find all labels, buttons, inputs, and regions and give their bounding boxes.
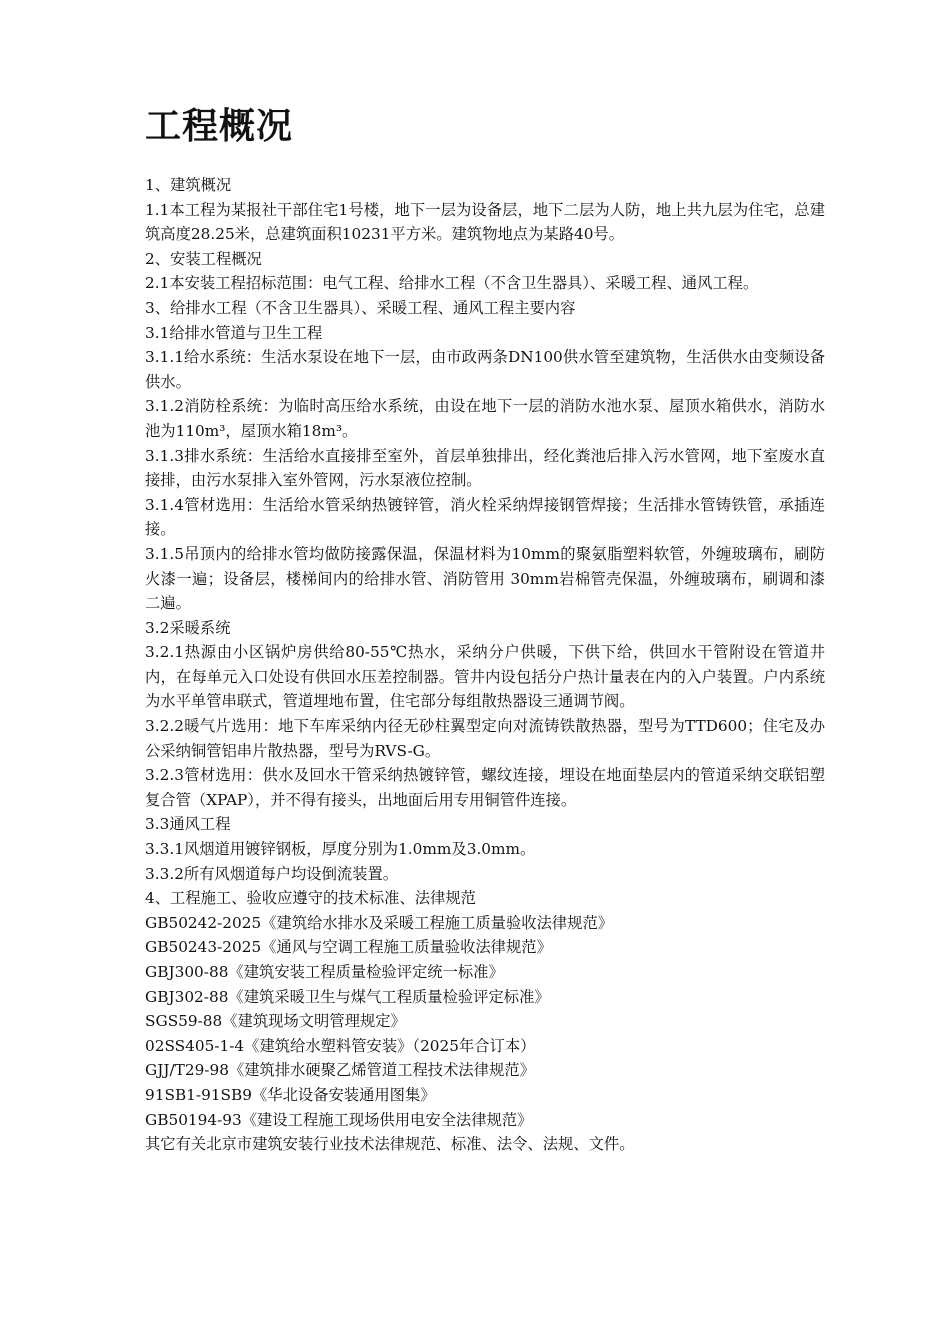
standard-item: GB50242-2025《建筑给水排水及采暖工程施工质量验收法律规范》 xyxy=(145,913,614,932)
standard-item: GB50194-93《建设工程施工现场供用电安全法律规范》 xyxy=(145,1110,533,1129)
standard-item: GBJ302-88《建筑采暖卫生与煤气工程质量检验评定标准》 xyxy=(145,987,550,1006)
section-heading-3: 3、给排水工程（不含卫生器具）、采暖工程、通风工程主要内容 xyxy=(145,298,576,317)
paragraph-3-3-1: 3.3.1风烟道用镀锌钢板，厚度分别为1.0mm及3.0mm。 xyxy=(145,840,536,859)
standard-item: 02SS405-1-4《建筑给水塑料管安装》（2025年合订本） xyxy=(145,1036,536,1055)
standard-item: GB50243-2025《通风与空调工程施工质量验收法律规范》 xyxy=(145,938,552,957)
section-heading-2: 2、安装工程概况 xyxy=(145,249,262,268)
subsection-heading-3-1: 3.1给排水管道与卫生工程 xyxy=(145,323,323,342)
paragraph-1-1: 1.1本工程为某报社干部住宅1号楼，地下一层为设备层，地下二层为人防，地上共九层为住宅，总建筑高度28.25米，总建筑面积10231平方米。建筑物地点为某路40号。 xyxy=(145,200,825,244)
paragraph-3-2-2: 3.2.2暖气片选用：地下车库采纳内径无砂柱翼型定向对流铸铁散热器，型号为TTD600；住宅及办公采纳铜管铝串片散热器，型号为RVS-G。 xyxy=(145,717,825,760)
subsection-heading-3-2: 3.2采暖系统 xyxy=(145,618,231,637)
paragraph-3-1-1: 3.1.1给水系统：生活水泵设在地下一层，由市政两条DN100供水管至建筑物，生活供水由变频设备供水。 xyxy=(145,348,825,391)
paragraph-3-2-1: 3.2.1热源由小区锅炉房供给80-55℃热水，采纳分户供暖，下供下给，供回水干管附设在管道井内，在每单元入口处设有供回水压差控制器。管井内设包括分户热计量表在内的入户装置。户内系统为水平单管串联式，管道埋地布置，住宅部分每组散热器设三通调节阀。 xyxy=(145,643,825,711)
paragraph-2-1: 2.1本安装工程招标范围：电气工程、给排水工程（不含卫生器具）、采暖工程、通风工程。 xyxy=(145,274,759,293)
paragraph-3-1-4: 3.1.4管材选用：生活给水管采纳热镀锌管，消火栓采纳焊接钢管焊接；生活排水管铸铁管，承插连接。 xyxy=(145,495,825,539)
paragraph-3-2-3: 3.2.3管材选用：供水及回水干管采纳热镀锌管，螺纹连接，埋设在地面垫层内的管道采纳交联铝塑复合管（XPAP），并不得有接头，出地面后用专用铜管件连接。 xyxy=(145,766,825,809)
section-heading-4: 4、工程施工、验收应遵守的技术标准、法律规范 xyxy=(145,889,476,908)
closing-paragraph: 其它有关北京市建筑安装行业技术法律规范、标准、法令、法规、文件。 xyxy=(145,1135,635,1154)
paragraph-3-1-5: 3.1.5吊顶内的给排水管均做防接露保温，保温材料为10mm的聚氨脂塑料软管，外缠玻璃布，刷防火漆一遍；设备层，楼梯间内的给排水管、消防管用 30mm岩棉管壳保温，外缠玻璃布，刷调和漆二遍。 xyxy=(145,544,825,613)
standard-item: 91SB1-91SB9《华北设备安装通用图集》 xyxy=(145,1085,436,1104)
section-heading-1: 1、建筑概况 xyxy=(145,176,232,194)
subsection-heading-3-3: 3.3通风工程 xyxy=(145,815,231,834)
paragraph-3-1-2: 3.1.2消防栓系统：为临时高压给水系统，由设在地下一层的消防水池水泵、屋顶水箱供水，消防水池为110m³，屋顶水箱18m³。 xyxy=(145,397,825,440)
standard-item: GJJ/T29-98《建筑排水硬聚乙烯管道工程技术法律规范》 xyxy=(145,1061,535,1080)
standard-item: GBJ300-88《建筑安装工程质量检验评定统一标准》 xyxy=(145,963,504,981)
document-body xyxy=(145,173,825,1157)
page-title: 工程概况 xyxy=(145,106,294,147)
paragraph-3-1-3: 3.1.3排水系统：生活给水直接排至室外，首层单独排出，经化粪池后排入污水管网，地下室废水直接排，由污水泵排入室外管网，污水泵液位控制。 xyxy=(145,446,825,490)
paragraph-3-3-2: 3.3.2所有风烟道每户均设倒流装置。 xyxy=(145,864,399,883)
standard-item: SGS59-88《建筑现场文明管理规定》 xyxy=(145,1012,406,1031)
